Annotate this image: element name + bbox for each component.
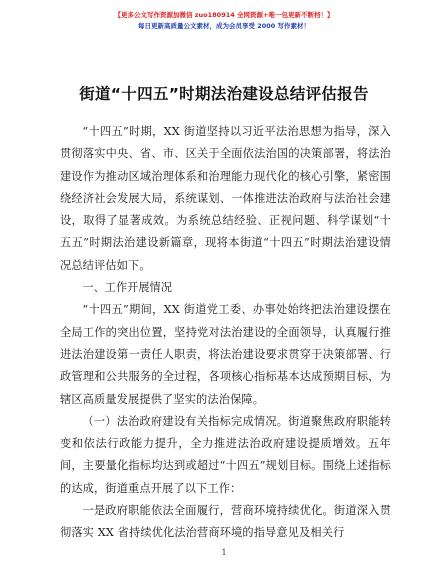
subsection-paragraph: （一）法治政府建设有关指标完成情况。街道聚焦政府职能转变和依法行政能力提升，全力推进法治政府建设提质增效。五年间，主要量化指标均达到或超过“十四五”规划目标。围绕上述指标的达成，街道重点开展了以下工作： [60, 414, 391, 495]
document-body [60, 121, 391, 545]
overview-paragraph: “十四五”期间，XX 街道党工委、办事处始终把法治建设摆在全局工作的突出位置，坚持党对法治建设的全面领导，认真履行推进法治建设第一责任人职责，将法治建设要求贯穿于决策部署、行政管理和公共服务的全过程，各项核心指标基本达成预期目标，为辖区高质量发展提供了坚实的法治保障。 [60, 303, 391, 406]
promo-banner-line-1: 【更多公文写作资源加微信 zuo180914 全网资源+唯一包更新不断档！】 [114, 11, 334, 19]
item-paragraph: 一是政府职能依法全面履行，营商环境持续优化。街道深入贯彻落实 XX 省持续优化法治营商环境的指导意见及相关行 [60, 504, 391, 540]
section-heading: 一、工作开展情况 [82, 281, 172, 295]
page-number: 1 [221, 548, 227, 557]
document-title: 街道“十四五”时期法治建设总结评估报告 [79, 85, 369, 103]
promo-banner-line-2: 每日更新高质量公文素材，成为会员享受 2000 写作素材！ [137, 22, 311, 30]
intro-paragraph: “十四五”时期，XX 街道坚持以习近平法治思想为指导，深入贯彻落实中央、省、市、区关于全面依法治国的决策部署，将法治建设作为推动区域治理体系和治理能力现代化的核心引擎，紧密围绕经济社会发展大局，系统谋划、一体推进法治政府与法治社会建设，取得了显著成效。为系统总结经验、正视问题、科学谋划“十五五”时期法治建设新篇章，现将本街道“十四五”时期法治建设情况总结评估如下。 [60, 125, 391, 272]
